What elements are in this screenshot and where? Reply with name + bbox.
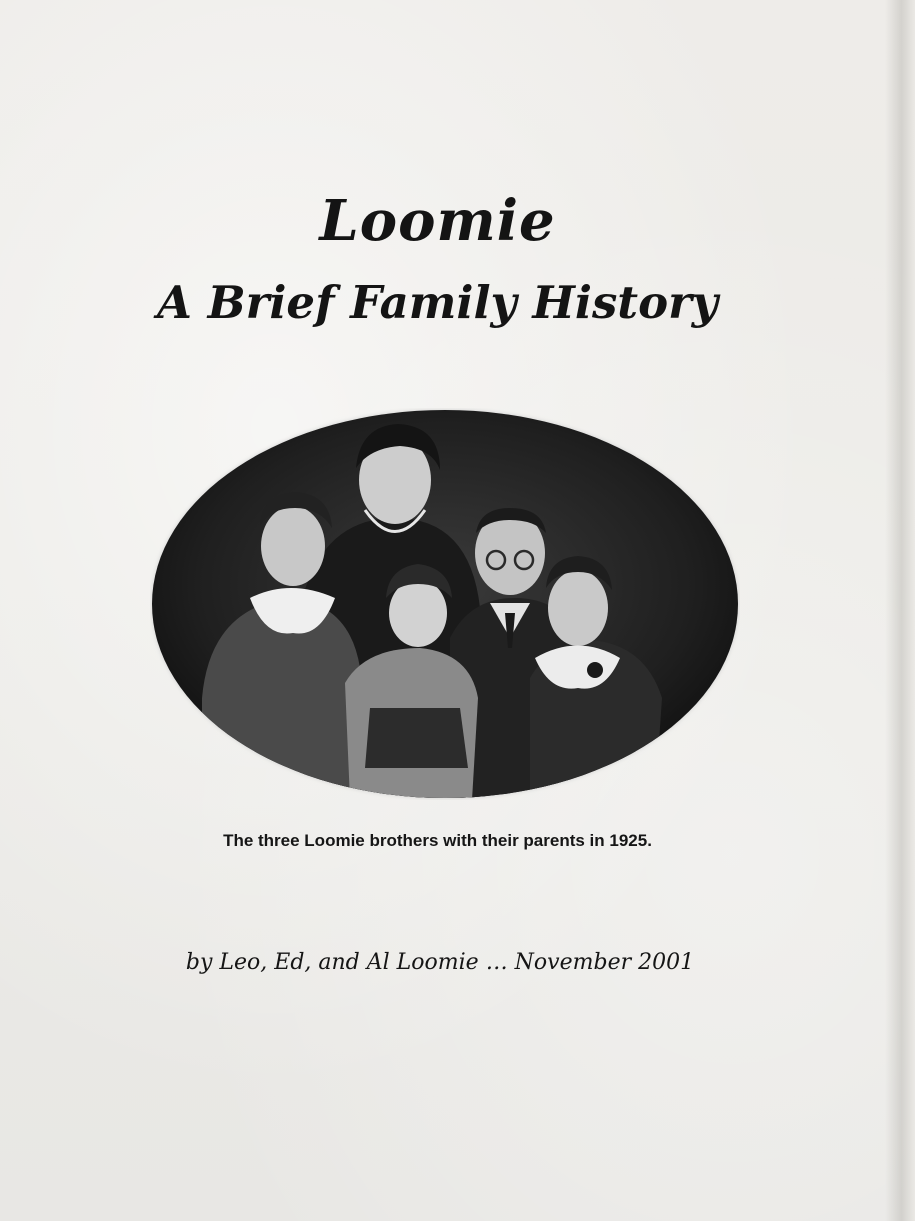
family-portrait-photo xyxy=(150,408,740,800)
photo-caption: The three Loomie brothers with their parents in 1925. xyxy=(223,831,652,850)
document-title: Loomie xyxy=(319,188,556,254)
document-subtitle: A Brief Family History xyxy=(157,276,718,329)
family-portrait-image xyxy=(150,408,740,800)
page-edge-shadow xyxy=(885,0,915,1221)
author-byline: by Leo, Ed, and Al Loomie … November 2001 xyxy=(185,950,695,975)
